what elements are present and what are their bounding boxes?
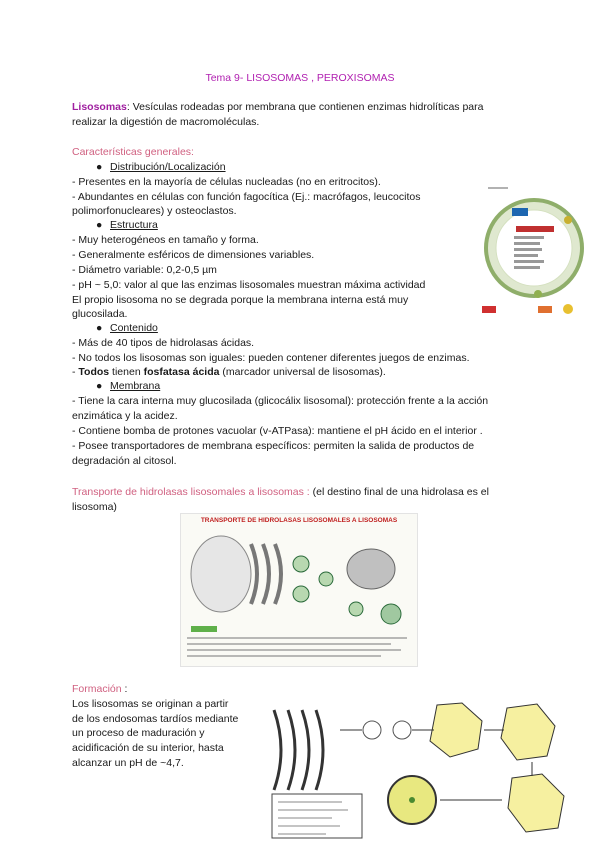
lysosome-diagram-svg: [478, 180, 590, 318]
text-line: - No todos los lisosomas son iguales: pueden contener diferentes juegos de enzimas.: [72, 352, 470, 364]
text-line: - Más de 40 tipos de hidrolasas ácidas.: [72, 337, 255, 349]
text-line-fosfatasa: - Todos tienen fosfatasa ácida (marcador universal de lisosomas).: [72, 366, 386, 378]
text-line: - Posee transportadores de membrana específicos: permiten la salida de productos de: [72, 440, 475, 452]
section-heading-caracteristicas: Características generales:: [72, 146, 194, 158]
transporte-line-1: Transporte de hidrolasas lisosomales a lisosomas : (el destino final de una hidrolasa es el: [72, 486, 489, 498]
intro-line-1: Lisosomas: Vesículas rodeadas por membrana que contienen enzimas hidrolíticas para: [72, 101, 484, 113]
text-line: - Presentes en la mayoría de células nucleadas (no en eritrocitos).: [72, 176, 381, 188]
transport-diagram-title: TRANSPORTE DE HIDROLASAS LISOSOMALES A LISOSOMAS: [200, 517, 398, 524]
text-line: enzimática y la acidez.: [72, 410, 178, 422]
text-line: - Muy heterogéneos en tamaño y forma.: [72, 234, 259, 246]
lysosome-diagram: [478, 180, 590, 318]
text-line: - Contiene bomba de protones vacuolar (v-ATPasa): mantiene el pH ácido en el interior .: [72, 425, 483, 437]
text-line: alcanzar un pH de ~4,7.: [72, 757, 184, 769]
text-line: un proceso de maduración y: [72, 727, 205, 739]
text-line: glucosilada.: [72, 308, 128, 320]
text-line: - Generalmente esféricos de dimensiones variables.: [72, 249, 315, 261]
transport-diagram-svg: [181, 514, 417, 666]
bullet-estructura: ● Estructura: [96, 219, 158, 231]
bullet-distribucion: ● Distribución/Localización: [96, 161, 226, 173]
formation-diagram-svg: [262, 690, 592, 842]
transport-diagram: [180, 513, 418, 667]
bullet-contenido: ● Contenido: [96, 322, 158, 334]
section-heading-transporte: Transporte de hidrolasas lisosomales a lisosomas :: [72, 486, 310, 498]
bullet-membrana: ● Membrana: [96, 380, 161, 392]
formation-diagram: [262, 690, 592, 842]
text-line: - pH ~ 5,0: valor al que las enzimas lisosomales muestran máxima actividad: [72, 279, 426, 291]
text-line: polimorfonucleares) y osteoclastos.: [72, 205, 237, 217]
text-line: - Diámetro variable: 0,2-0,5 µm: [72, 264, 217, 276]
text-line: - Abundantes en células con función fagocítica (Ej.: macrófagos, leucocitos: [72, 191, 421, 203]
page-title: Tema 9- LISOSOMAS , PEROXISOMAS: [205, 72, 395, 84]
text-line: - Tiene la cara interna muy glucosilada (glicocálix lisosomal): protección frente a la acción: [72, 395, 489, 407]
text-line: El propio lisosoma no se degrada porque la membrana interna está muy: [72, 294, 409, 306]
lisosomas-term: Lisosomas: [72, 101, 127, 113]
intro-line-2: realizar la digestión de macromoléculas.: [72, 116, 260, 128]
text-line: Los lisosomas se originan a partir: [72, 698, 229, 710]
formacion-heading-line: Formación :: [72, 683, 128, 695]
text-line: acidificación de su interior, hasta: [72, 742, 224, 754]
text-line: degradación al citosol.: [72, 455, 177, 467]
transporte-line-2: lisosoma): [72, 501, 117, 513]
section-heading-formacion: Formación: [72, 683, 122, 695]
text-line: de los endosomas tardíos mediante: [72, 713, 239, 725]
